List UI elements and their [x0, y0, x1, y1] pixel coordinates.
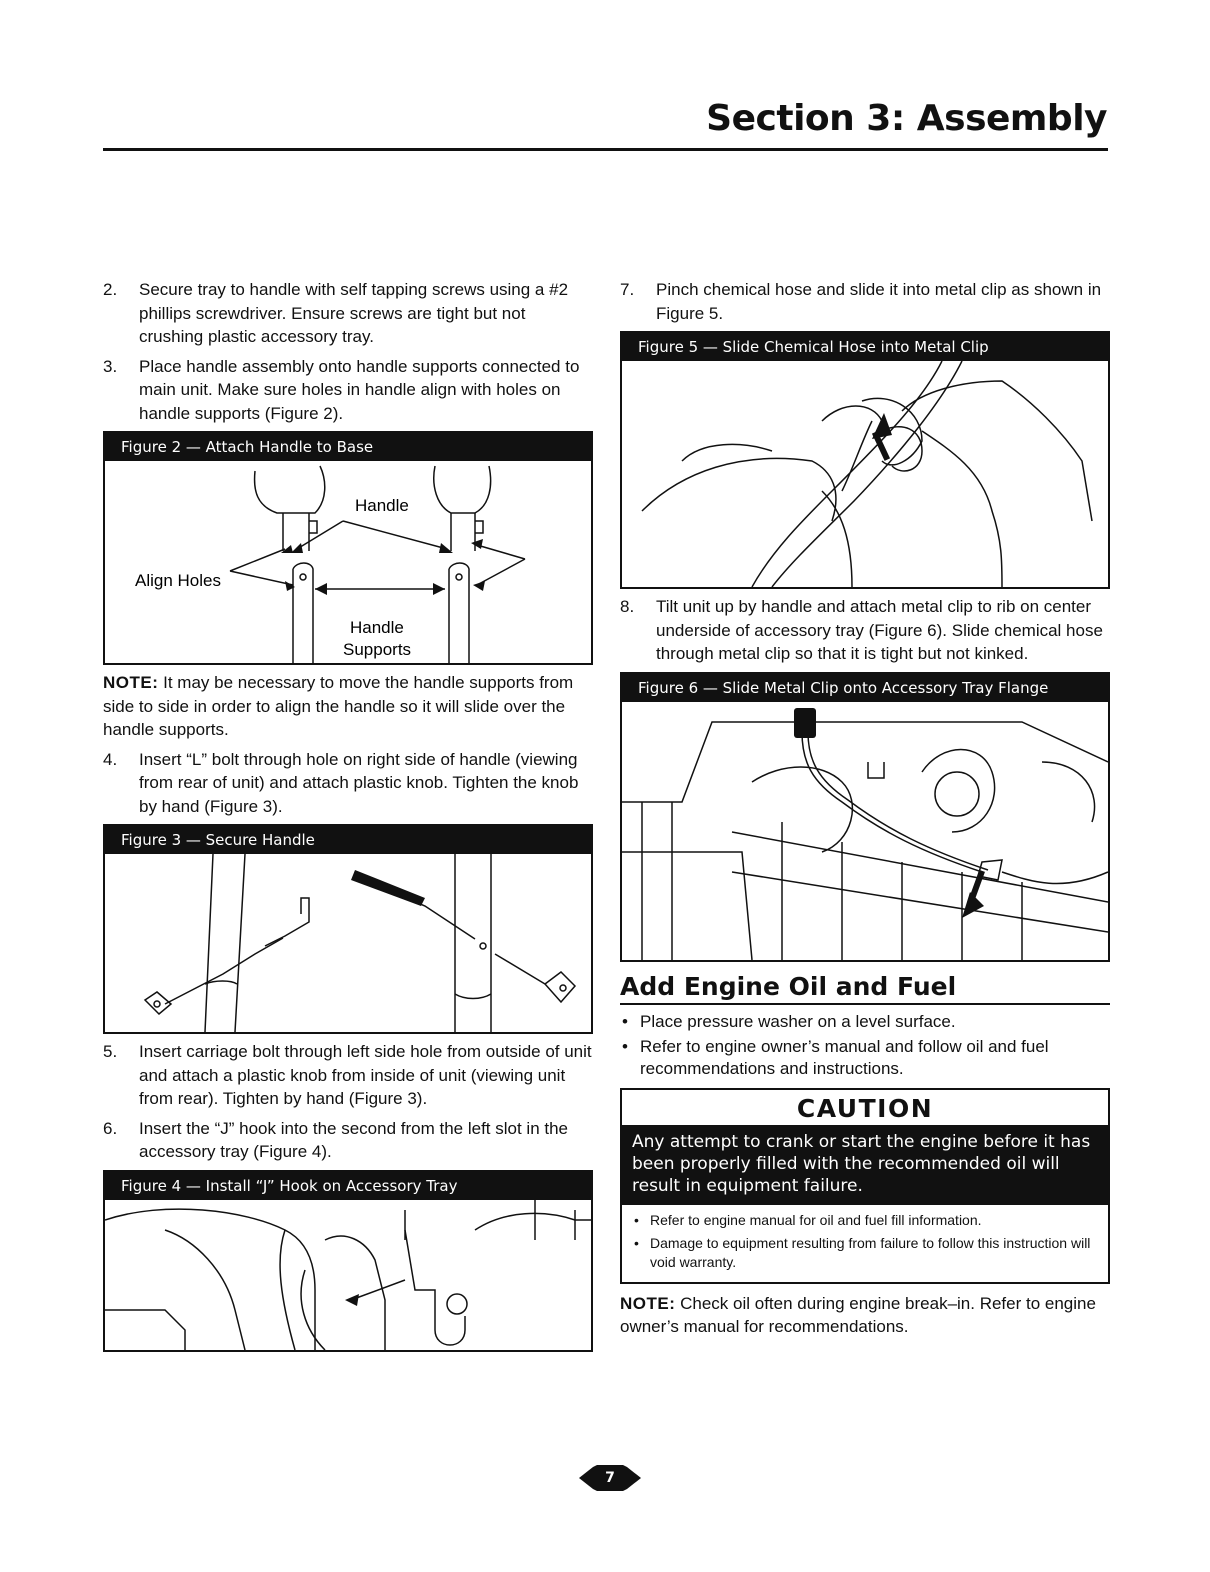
figure-5-illustration	[622, 361, 1108, 587]
step-6	[103, 1117, 593, 1164]
figure-2-illustration	[105, 461, 591, 663]
figure-caption: Figure 2 — Attach Handle to Base	[105, 433, 591, 461]
step-number: 2.	[103, 280, 118, 299]
figure-caption: Figure 4 — Install “J” Hook on Accessory Tray	[105, 1172, 591, 1200]
note-check-oil	[620, 1292, 1110, 1339]
page-number: 7	[605, 1470, 615, 1486]
figure-caption: Figure 6 — Slide Metal Clip onto Accessory Tray Flange	[622, 674, 1108, 702]
step-8	[620, 595, 1110, 666]
figure-4	[103, 1170, 593, 1352]
figure-4-illustration	[105, 1200, 591, 1350]
section-heading-engine-oil: Add Engine Oil and Fuel	[620, 972, 1110, 1005]
engine-oil-bullets	[620, 1011, 1110, 1080]
caution-warning: Any attempt to crank or start the engine before it has been properly filled with the recommended oil will result in equipment failure.	[622, 1125, 1108, 1205]
figure-6-illustration	[622, 702, 1108, 960]
caution-box	[620, 1088, 1110, 1284]
figure-6	[620, 672, 1110, 962]
step-text: Place handle assembly onto handle supports connected to main unit. Make sure holes in handle align with holes on handle supports (Figure 2).	[139, 356, 580, 423]
caution-title: CAUTION	[796, 1093, 934, 1123]
figure-label-handle-supports-2: Supports	[343, 640, 412, 659]
figure-caption: Figure 3 — Secure Handle	[105, 826, 591, 854]
step-3	[103, 355, 593, 426]
step-2	[103, 278, 593, 349]
note-label: NOTE:	[103, 673, 159, 692]
list-item: • Refer to engine owner’s manual and follow oil and fuel recommendations and instructions.	[620, 1036, 1110, 1080]
list-item: • Place pressure washer on a level surface.	[620, 1011, 1110, 1033]
right-column	[620, 278, 1110, 1345]
title-divider	[103, 148, 1108, 151]
step-text: Insert the “J” hook into the second from the left slot in the accessory tray (Figure 4).	[139, 1118, 569, 1161]
note-label: NOTE:	[620, 1293, 676, 1313]
figure-3-illustration	[105, 854, 591, 1032]
list-item: • Refer to engine manual for oil and fuel fill information.	[632, 1211, 1098, 1230]
note-handle-supports	[103, 671, 593, 742]
figure-label-handle-supports-1: Handle	[350, 618, 404, 637]
figure-caption: Figure 5 — Slide Chemical Hose into Metal Clip	[622, 333, 1108, 361]
step-4	[103, 748, 593, 819]
figure-label-align-holes: Align Holes	[135, 571, 221, 590]
step-number: 6.	[103, 1118, 118, 1138]
figure-3	[103, 824, 593, 1034]
step-number: 7.	[620, 280, 635, 299]
step-number: 3.	[103, 356, 118, 376]
note-text: Check oil often during engine break–in. Refer to engine owner’s manual for recommendations.	[620, 1293, 1096, 1336]
note-text: It may be necessary to move the handle supports from side to side in order to align the handle so it will slide over the handle supports.	[103, 673, 574, 739]
step-number: 5.	[103, 1042, 118, 1061]
step-text: Secure tray to handle with self tapping screws using a #2 phillips screwdriver. Ensure screws are tight but not crushing plastic accessory tray.	[139, 280, 569, 346]
step-number: 8.	[620, 597, 635, 616]
step-number: 4.	[103, 749, 118, 769]
page-number-badge	[579, 1461, 641, 1495]
step-text: Insert “L” bolt through hole on right side of handle (viewing from rear of unit) and attach plastic knob. Tighten the knob by hand (Figure 3).	[139, 749, 579, 816]
step-text: Insert carriage bolt through left side hole from outside of unit and attach a plastic knob from inside of unit (viewing unit from rear). Tighten by hand (Figure 3).	[139, 1042, 592, 1108]
list-item: • Damage to equipment resulting from failure to follow this instruction will void warranty.	[632, 1234, 1098, 1272]
page-title: Section 3: Assembly	[706, 98, 1107, 139]
figure-2	[103, 431, 593, 665]
step-7	[620, 278, 1110, 325]
left-column	[103, 278, 593, 1358]
step-text: Pinch chemical hose and slide it into metal clip as shown in Figure 5.	[656, 280, 1102, 323]
step-5	[103, 1040, 593, 1111]
caution-list	[622, 1205, 1108, 1282]
figure-label-handle: Handle	[355, 496, 409, 515]
step-text: Tilt unit up by handle and attach metal clip to rib on center underside of accessory tray (Figure 6). Slide chemical hose through metal clip so that it is tight but not kinked.	[656, 597, 1103, 663]
figure-5	[620, 331, 1110, 589]
